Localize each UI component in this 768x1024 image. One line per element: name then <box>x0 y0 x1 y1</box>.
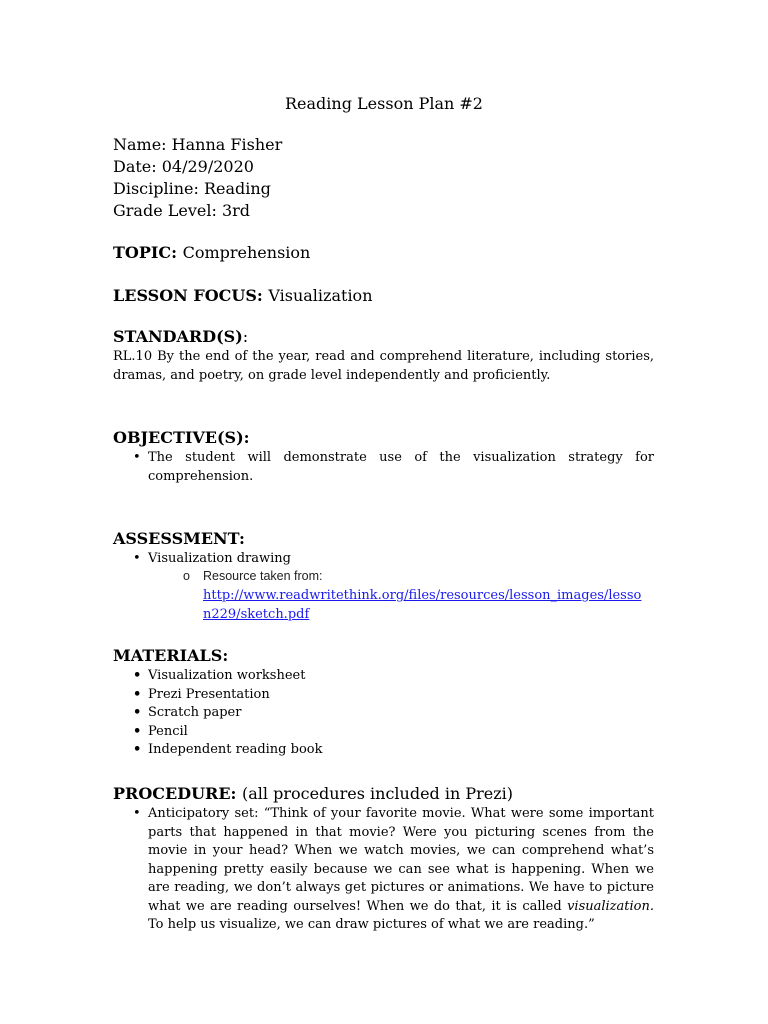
procedure-text-part-1: Anticipatory set: “Think of your favorite movie. What were some important parts that happened in that movie? Were you picturing scenes from the movie in your head? When we watch movies, we can comprehend what’s happening pretty easily because we can see what is happening. When we are reading, we don’t always get pictures or animations. We have to picture what we are reading ourselves! When we do that, it is called <box>148 806 654 914</box>
materials-heading: MATERIALS: <box>113 646 229 665</box>
material-item: Visualization worksheet <box>148 668 306 683</box>
bullet-icon: • <box>133 551 141 566</box>
objective-text <box>148 449 654 486</box>
resource-link-line-1[interactable]: http://www.readwritethink.org/files/resources/lesson_images/lesso <box>203 588 642 603</box>
objectives-heading: OBJECTIVE(S): <box>113 428 250 447</box>
standards-heading <box>113 327 248 346</box>
meta-grade-level: Grade Level: 3rd <box>113 201 251 220</box>
procedure-list <box>133 805 654 935</box>
objective-text-content: The student will demonstrate use of the visualization strategy for comprehension. <box>148 450 654 484</box>
list-item <box>133 550 654 569</box>
procedure-note: (all procedures included in Prezi) <box>242 784 514 803</box>
standards-label: STANDARD(S) <box>113 327 243 346</box>
sub-bullet-icon: o <box>183 569 190 583</box>
procedure-heading <box>113 784 513 803</box>
list-item <box>133 667 654 686</box>
bullet-icon: • <box>133 806 141 821</box>
lesson-focus-label: LESSON FOCUS: <box>113 286 263 305</box>
bullet-icon: • <box>133 450 141 465</box>
objectives-list <box>133 449 654 486</box>
list-item <box>133 449 654 486</box>
standards-colon: : <box>242 327 249 346</box>
material-item: Independent reading book <box>148 742 323 757</box>
lesson-focus-value: Visualization <box>268 286 373 305</box>
assessment-heading: ASSESSMENT: <box>113 529 245 548</box>
resource-link-line-2[interactable]: n229/sketch.pdf <box>203 606 310 622</box>
procedure-text-part-2: To help us visualize, we can draw pictures of what we are reading.” <box>148 917 595 932</box>
bullet-icon: • <box>133 668 142 683</box>
material-item: Pencil <box>148 723 188 739</box>
bullet-icon: • <box>133 686 142 702</box>
topic-section <box>113 243 310 262</box>
list-item <box>133 704 654 723</box>
topic-label: TOPIC: <box>113 243 177 262</box>
lesson-meta <box>113 134 282 222</box>
meta-discipline: Discipline: Reading <box>113 179 271 198</box>
meta-date: Date: 04/29/2020 <box>113 157 254 176</box>
material-item: Scratch paper <box>148 705 242 720</box>
procedure-text-italic: visualization. <box>567 898 654 914</box>
material-item: Prezi Presentation <box>148 686 270 702</box>
list-item <box>133 723 654 742</box>
materials-list <box>133 667 654 760</box>
standards-text: RL.10 By the end of the year, read and comprehend literature, including stories, dramas, and poetry, on grade level independently and proficiently. <box>113 349 654 383</box>
list-item <box>133 741 654 760</box>
list-item <box>133 805 654 935</box>
bullet-icon: • <box>133 742 142 757</box>
topic-value: Comprehension <box>182 243 311 262</box>
list-item <box>133 686 654 705</box>
procedure-label: PROCEDURE: <box>113 784 237 803</box>
bullet-icon: • <box>133 705 142 720</box>
resource-link[interactable] <box>203 587 663 624</box>
lesson-focus-section <box>113 286 373 305</box>
assessment-item-text: Visualization drawing <box>148 551 292 566</box>
bullet-icon: • <box>133 723 142 739</box>
meta-name: Name: Hanna Fisher <box>113 135 283 154</box>
resource-label: Resource taken from: <box>203 569 323 583</box>
assessment-list <box>133 550 654 569</box>
page-title: Reading Lesson Plan #2 <box>285 94 483 113</box>
